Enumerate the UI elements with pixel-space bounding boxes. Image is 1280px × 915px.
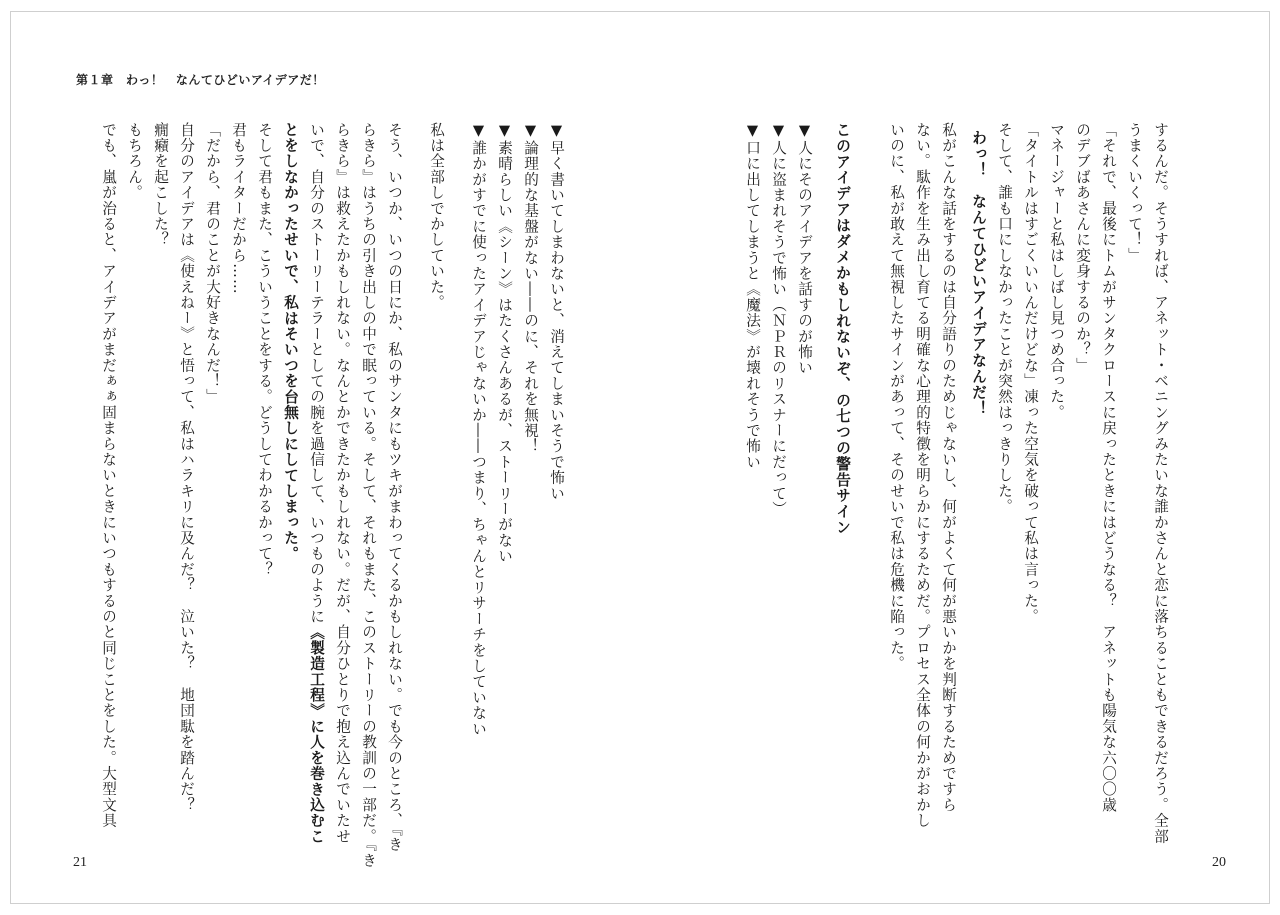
- text-line: 君もライターだから……: [230, 122, 247, 295]
- section-heading: わっ！ なんてひどいアイデアなんだ！: [970, 130, 987, 417]
- warning-sign-item: ▼人にそのアイデアを話すのが怖い: [796, 122, 813, 376]
- text-line: 癇癪を起こした？: [152, 122, 169, 248]
- text-line: 「だから、君のことが大好きなんだ！」: [204, 122, 221, 405]
- bold-span: とをしなかったせいで、: [282, 122, 299, 295]
- text-line: マネージャーと私はしばし見つめ合った。: [1048, 122, 1065, 421]
- text-line: そう、いつか、いつの日にか、私のサンタにもツキがまわってくるかもしれない。でも今のところ、『き: [386, 122, 403, 853]
- page-number-right: 20: [1212, 855, 1226, 870]
- text-line: 「タイトルはすごくいいんだけどな」凍った空気を破って私は言った。: [1022, 122, 1039, 625]
- text-line: らきら』は救えたかもしれない。なんとかできたかもしれない。だが、自分ひとりで抱え込んでいたせ: [334, 122, 351, 845]
- text-line: ない。駄作を生み出し育てる明確な心理的特徴を明らかにするためだ。プロセス全体の何かがおかし: [914, 122, 931, 829]
- text-line: そして、誰も口にしなかったことが突然はっきりした。: [996, 122, 1013, 515]
- warning-sign-item: ▼早く書いてしまわないと、消えてしまいそうで怖い: [548, 122, 565, 502]
- warning-sign-item: ▼素晴らしい《シーン》はたくさんあるが、ストーリーがない: [496, 122, 513, 564]
- book-spread: [10, 11, 1270, 904]
- warning-sign-item: ▼誰かがすでに使ったアイデアじゃないか――つまり、ちゃんとリサーチをしていない: [470, 122, 487, 737]
- text-line: するんだ。そうすれば、アネット・ベニングみたいな誰かさんと恋に落ちることもできるだろう。全部: [1152, 122, 1169, 845]
- text-line: そして君もまた、こういうことをする。どうしてわかるかって？: [256, 122, 273, 578]
- text-line: もちろん。: [126, 122, 143, 201]
- text-span: いで、自分のストーリーテラーとしての腕を過信して、いつものように: [308, 122, 325, 625]
- bold-span: 私はそいつを台無しにしてしまった。: [282, 294, 299, 562]
- text-line: うまくいくって！」: [1126, 122, 1143, 264]
- text-line-emphasis: [277, 122, 303, 562]
- text-line: 「それで、最後にトムがサンタクロースに戻ったときにはどうなる？ アネットも陽気な六〇〇歳: [1100, 122, 1117, 813]
- warning-sign-item: ▼論理的な基盤がない――のに、それを無視！: [522, 122, 539, 455]
- text-line-emphasis: [303, 122, 329, 844]
- page-number-left: 21: [73, 855, 87, 870]
- text-line: らきら』はうちの引き出しの中で眠っている。そして、それもまた、このストーリーの教訓の一部だ。『き: [360, 122, 377, 869]
- text-line: のデブばあさんに変身するのか？」: [1074, 122, 1091, 374]
- text-line: いのに、私が敢えて無視したサインがあって、そのせいで私は危機に陥った。: [888, 122, 905, 672]
- text-line: 私は全部しでかしていた。: [428, 122, 445, 311]
- text-line: でも、嵐が治ると、アイデアがまだぁぁ固まらないときにいつもするのと同じことをした。大型文具: [100, 122, 117, 829]
- chapter-header: 第１章 わっ！ なんてひどいアイデアだ！: [76, 73, 325, 87]
- text-line: 私がこんな話をするのは自分語りのためじゃないし、何がよくて何が悪いかを判断するためですら: [940, 122, 957, 813]
- warning-sign-item: ▼口に出してしまうと《魔法》が壊れそうで怖い: [744, 122, 761, 470]
- bold-span: 《製造工程》に人を巻き込むこ: [308, 624, 325, 845]
- warning-signs-heading: このアイデアはダメかもしれないぞ、の七つの警告サイン: [834, 122, 851, 536]
- warning-sign-item: ▼人に盗まれそうで怖い（ＮＰＲのリスナーにだって）: [770, 122, 787, 517]
- text-line: 自分のアイデアは《使えねー》と悟って、私はハラキリに及んだ？ 泣いた？ 地団駄を踏んだ？: [178, 122, 195, 813]
